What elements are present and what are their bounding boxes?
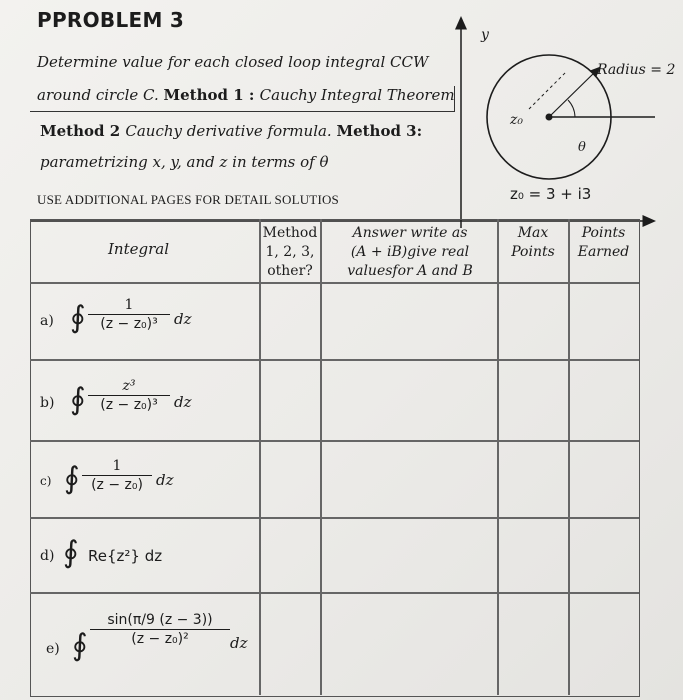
header-answer-l1: Answer write as	[352, 225, 468, 241]
row-divider-b	[30, 440, 639, 442]
header-answer-l2: (A + iB)give real	[350, 244, 470, 260]
header-method-l2: 1, 2, 3,	[265, 244, 315, 260]
header-earned-l2: Earned	[577, 244, 630, 260]
header-method-l3: other?	[267, 263, 313, 279]
row-a-denominator: (z − z₀)³	[100, 316, 158, 333]
row-b-denominator: (z − z₀)³	[100, 397, 158, 414]
row-b-fraction	[88, 378, 170, 413]
problem-title: PPROBLEM 3	[37, 8, 185, 32]
contour-integral-icon: ∮	[70, 382, 86, 417]
row-divider-header	[30, 282, 639, 284]
theta-label: θ	[578, 140, 586, 155]
method-2-name: Cauchy derivative formula.	[125, 122, 337, 140]
header-max-l1: Max	[517, 225, 549, 241]
row-c-fraction	[82, 458, 152, 493]
contour-integral-icon: ∮	[64, 461, 80, 496]
row-a-numerator: 1	[124, 297, 134, 313]
row-c-label: c)	[40, 474, 52, 488]
header-max-l2: Points	[511, 244, 555, 260]
row-c-dz: dz	[156, 471, 174, 489]
col-divider-max	[497, 219, 499, 695]
method-3-label: Method 3:	[336, 122, 423, 140]
row-a-dz: dz	[174, 310, 192, 328]
row-d-expression: Re{z²} dz	[88, 547, 163, 565]
header-max-points	[498, 224, 568, 262]
theta-arc	[568, 100, 575, 117]
radius-label: Radius = 2	[597, 62, 676, 78]
additional-pages-note: USE ADDITIONAL PAGES FOR DETAIL SOLUTIOS	[37, 192, 339, 207]
header-points-earned	[569, 224, 638, 262]
row-e-denominator: (z − z₀)²	[131, 631, 189, 648]
col-divider-answer	[320, 219, 322, 695]
header-earned-l1: Points	[581, 225, 626, 241]
contour-integral-icon: ∮	[63, 535, 79, 570]
intro-line-4: parametrizing x, y, and z in terms of θ	[40, 153, 329, 171]
row-divider-c	[30, 517, 639, 519]
row-b-label: b)	[40, 395, 55, 411]
row-e-numerator: sin(π/9 (z − 3))	[107, 612, 213, 628]
row-c-denominator: (z − z₀)	[91, 477, 143, 494]
fraction-bar	[90, 629, 230, 630]
method-1-label: Method 1 :	[163, 86, 260, 104]
intro-line-2a: around circle C.	[37, 86, 164, 104]
header-integral: Integral	[108, 240, 170, 258]
row-e-fraction	[90, 612, 230, 647]
method-1-name: Cauchy Integral Theorem	[259, 86, 455, 104]
intro-line-1: Determine value for each closed loop integral CCW	[37, 53, 429, 71]
row-e-label: e)	[46, 641, 60, 657]
col-divider-earned	[568, 219, 570, 695]
radius-dashed	[529, 72, 566, 109]
header-method-l1: Method	[262, 225, 318, 241]
method-2-label: Method 2	[40, 122, 126, 140]
contour-integral-icon: ∮	[70, 300, 86, 335]
fraction-bar	[82, 475, 152, 476]
header-answer-l3: valuesfor A and B	[347, 263, 473, 279]
row-b-numerator: z³	[122, 378, 136, 394]
header-method	[260, 224, 320, 281]
col-divider-method	[259, 219, 261, 695]
radius-arrow	[549, 70, 597, 117]
row-divider-a	[30, 359, 639, 361]
fraction-bar	[88, 395, 170, 396]
row-d-label: d)	[40, 548, 55, 564]
row-e-dz: dz	[230, 634, 248, 652]
y-axis-label: y	[481, 27, 489, 43]
row-divider-d	[30, 592, 639, 594]
center-value-label: z₀ = 3 + i3	[510, 185, 592, 203]
row-a-label: a)	[40, 313, 54, 329]
row-b-dz: dz	[174, 393, 192, 411]
fraction-bar	[88, 314, 170, 315]
header-answer	[324, 224, 496, 281]
row-c-numerator: 1	[112, 458, 122, 474]
contour-integral-icon: ∮	[72, 628, 88, 663]
center-z0-label: z₀	[510, 112, 523, 128]
row-a-fraction	[88, 297, 170, 332]
